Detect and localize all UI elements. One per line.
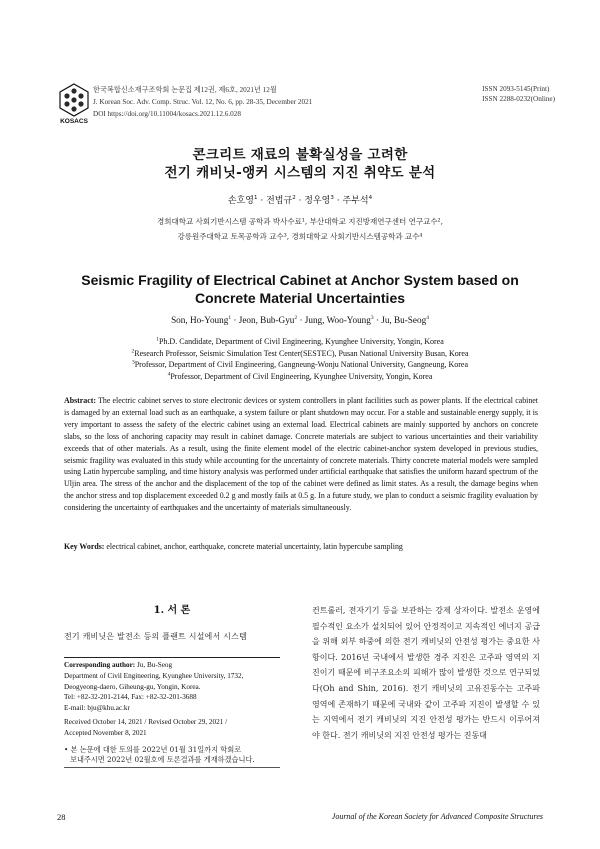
korean-author: 정우영 [304,196,331,206]
author-sup: 1 [254,195,258,201]
english-author: Jeon, Bub-Gyu [238,315,295,325]
korean-affiliation-line: 강릉원주대학교 토목공학과 교수³, 경희대학교 사회기반시스템공학과 교수⁴ [177,232,423,241]
author-sup: 3 [330,195,334,201]
korean-author: 손호영 [227,196,255,206]
korean-title [0,146,600,182]
korean-author: 전법규 [266,196,293,206]
affiliation-sup: 3 [131,359,135,366]
author-sup: 2 [292,195,296,201]
dates-line: Accepted November 8, 2021 [64,728,147,737]
author-sup: 4 [368,195,373,201]
body-text-left: 전기 캐비닛은 발전소 등의 플랜트 시설에서 시스템 [64,632,247,641]
affiliation-text: Research Professor, Seismic Simulation Test Center(SESTEC), Pusan National University Busan, Korea [134,348,469,358]
english-title-line-2: Concrete Material Uncertainties [194,290,406,306]
author-sup: 4 [426,314,429,321]
english-authors [0,315,600,325]
keywords [64,542,538,551]
english-title-line-1: Seismic Fragility of Electrical Cabinet at Anchor System based on [81,272,519,288]
affiliation-text: Professor, Department of Civil Engineering, Kyunghee University, Yongin, Korea [170,371,433,381]
affiliation-line [0,336,600,348]
discussion-note-line: 보내주시면 2022년 02월호에 토론결과를 게재하겠습니다. [70,755,255,765]
correspondence-block [64,660,280,714]
korean-title-line-1: 콘크리트 재료의 불확실성을 고려한 [192,147,408,163]
author-separator: · [257,196,267,206]
korean-author: 주부석 [342,196,369,206]
corresponding-author-label: Corresponding author: [64,661,136,669]
correspondence-line: Tel: +82-32-201-2144, Fax: +82-32-201-3688 [64,693,197,702]
correspondence-line: Deogyeong-daero, Giheung-gu, Yongin, Korea. [64,682,201,691]
corresponding-author-line [64,660,280,671]
dates-line: Received October 14, 2021 / Revised October 29, 2021 / [64,718,228,726]
note-divider [64,767,280,768]
kosacs-logo [56,82,92,124]
author-separator: · [295,196,305,206]
english-author: Jung, Woo-Young [304,315,371,325]
abstract-text: The electric cabinet serves to store electronic devices or system controllers in plant facilities such as power plants. If the electrical cabinet is damaged by an external load such as an earthquake, a system failure or plant shutdown may occur. For a stable and sustainable energy supply, it is very important to assess the safety of the electric cabinet using an external load. Electrical cabinets are mainly supported by anchors on concrete slabs, so the loss of anchoring capacity may result in cabinet damage. Concrete materials are subject to various uncertainties and their variability exceeds that of other materials. As a result, using the finite element model of the electric cabinet-anchor system developed in previous studies, seismic fragility was evaluated in this study while accounting for the uncertainty of concrete materials. Thirty concrete material models were sampled using Latin hypercube sampling, and time history analysis was performed under artificial earthquake that satisfies the uniform hazard spectrum of the Uljin area. The stress of the anchor and the displacement of the top of the cabinet were defined as limit states. As a result, the damage begins when the anchor stress and top displacement exceeded 0.2 g and mostly fails at 0.5 g. In a future study, we plan to conduct a seismic fragility evaluation by considering the uncertainty of earthquakes and the uncertainty of materials simultaneously. [64,396,538,513]
keywords-text: electrical cabinet, anchor, earthquake, concrete material uncertainty, latin hypercube sampling [106,542,403,551]
affiliation-line [0,371,600,383]
abstract [64,395,538,514]
korean-affiliations [0,214,600,244]
korean-title-line-2: 전기 캐비닛-앵커 시스템의 지진 취약도 분석 [164,165,436,181]
author-separator: · [297,315,305,325]
affiliation-sup: 2 [131,347,135,354]
english-affiliations [0,336,600,382]
affiliation-text: Ph.D. Candidate, Department of Civil Engineering, Kyunghee University, Yongin, Korea [158,337,444,346]
english-author: Ju, Bu-Seog [381,315,427,325]
section-heading: 1. 서 론 [153,605,191,616]
svg-text:KOSACS: KOSACS [60,118,88,124]
author-sup: 1 [228,314,232,321]
received-dates [64,717,280,739]
doi-link[interactable]: DOI https://doi.org/10.11004/kosacs.2021.12.6.028 [93,110,241,118]
journal-header [93,84,312,120]
footnote-divider [64,657,280,658]
issn-online: ISSN 2288-0232(Online) [482,95,555,103]
korean-authors [0,193,600,206]
author-separator: · [373,315,382,325]
author-separator: · [333,196,343,206]
correspondence-line: Department of Civil Engineering, Kyunghee University, 1732, [64,671,244,680]
corresponding-author-name: Ju, Bu-Seog [136,661,173,669]
correspondence-email[interactable]: E-mail: bju@khu.ac.kr [64,704,130,713]
korean-affiliation-line: 경희대학교 사회기반시스템 공학과 박사수료¹, 부산대학교 지진방재연구센터 연구교수², [157,217,443,226]
discussion-note-line: • 본 논문에 대한 토의를 2022년 01월 31일까지 학회로 [64,745,242,754]
author-separator: · [231,315,239,325]
english-title [0,271,600,307]
journal-name-korean: 한국복합신소재구조학회 논문집 제12권, 제6호, 2021년 12월 [93,86,277,94]
affiliation-sup: 1 [156,336,159,343]
journal-name-english: J. Korean Soc. Adv. Comp. Struc. Vol. 12, No. 6, pp. 28-35, December 2021 [93,98,313,106]
abstract-label: Abstract: [64,396,96,405]
keywords-label: Key Words: [64,542,105,551]
kosacs-logo-icon [56,82,92,124]
footer-journal-name: Journal of the Korean Society for Advanced Composite Structures [331,812,543,821]
discussion-note [64,745,280,766]
author-sup: 2 [294,314,298,321]
affiliation-line [0,348,600,360]
affiliation-sup: 4 [167,370,171,377]
body-text-right: 컨트롤러, 전자기기 등을 보관하는 강제 상자이다. 발전소 운영에 필수적인 요소가 설치되어 있어 안정적이고 지속적인 에너지 공급을 위해 외부 하중에 의한 전기 캐비닛의 안전성 평가는 중요한 사항이다. 2016년 국내에서 발생한 경주 지진은 고주파 영역의 지진이기 때문에 비구조요소의 피해가 많이 발생한 것으로 연구되었다(Oh and Shin, 2016). 전기 캐비닛의 고유진동수는 고주파 영역에 존재하기 때문에 국내와 같이 고주파 지진이 발생할 수 있는 지역에서 전기 캐비닛의 지진 안전성 평가는 반드시 이루어져야 한다. 전기 캐비닛의 지진 안전성 평가는 진동대 [312,606,540,740]
affiliation-text: Professor, Department of Civil Engineering, Gangneung-Wonju National University, Gangneung, Korea [134,360,469,369]
affiliation-line [0,359,600,371]
author-sup: 3 [370,314,374,321]
page-number: 28 [57,812,66,822]
issn-block [482,84,555,104]
english-author: Son, Ho-Young [171,315,229,325]
issn-print: ISSN 2093-5145(Print) [482,85,550,93]
